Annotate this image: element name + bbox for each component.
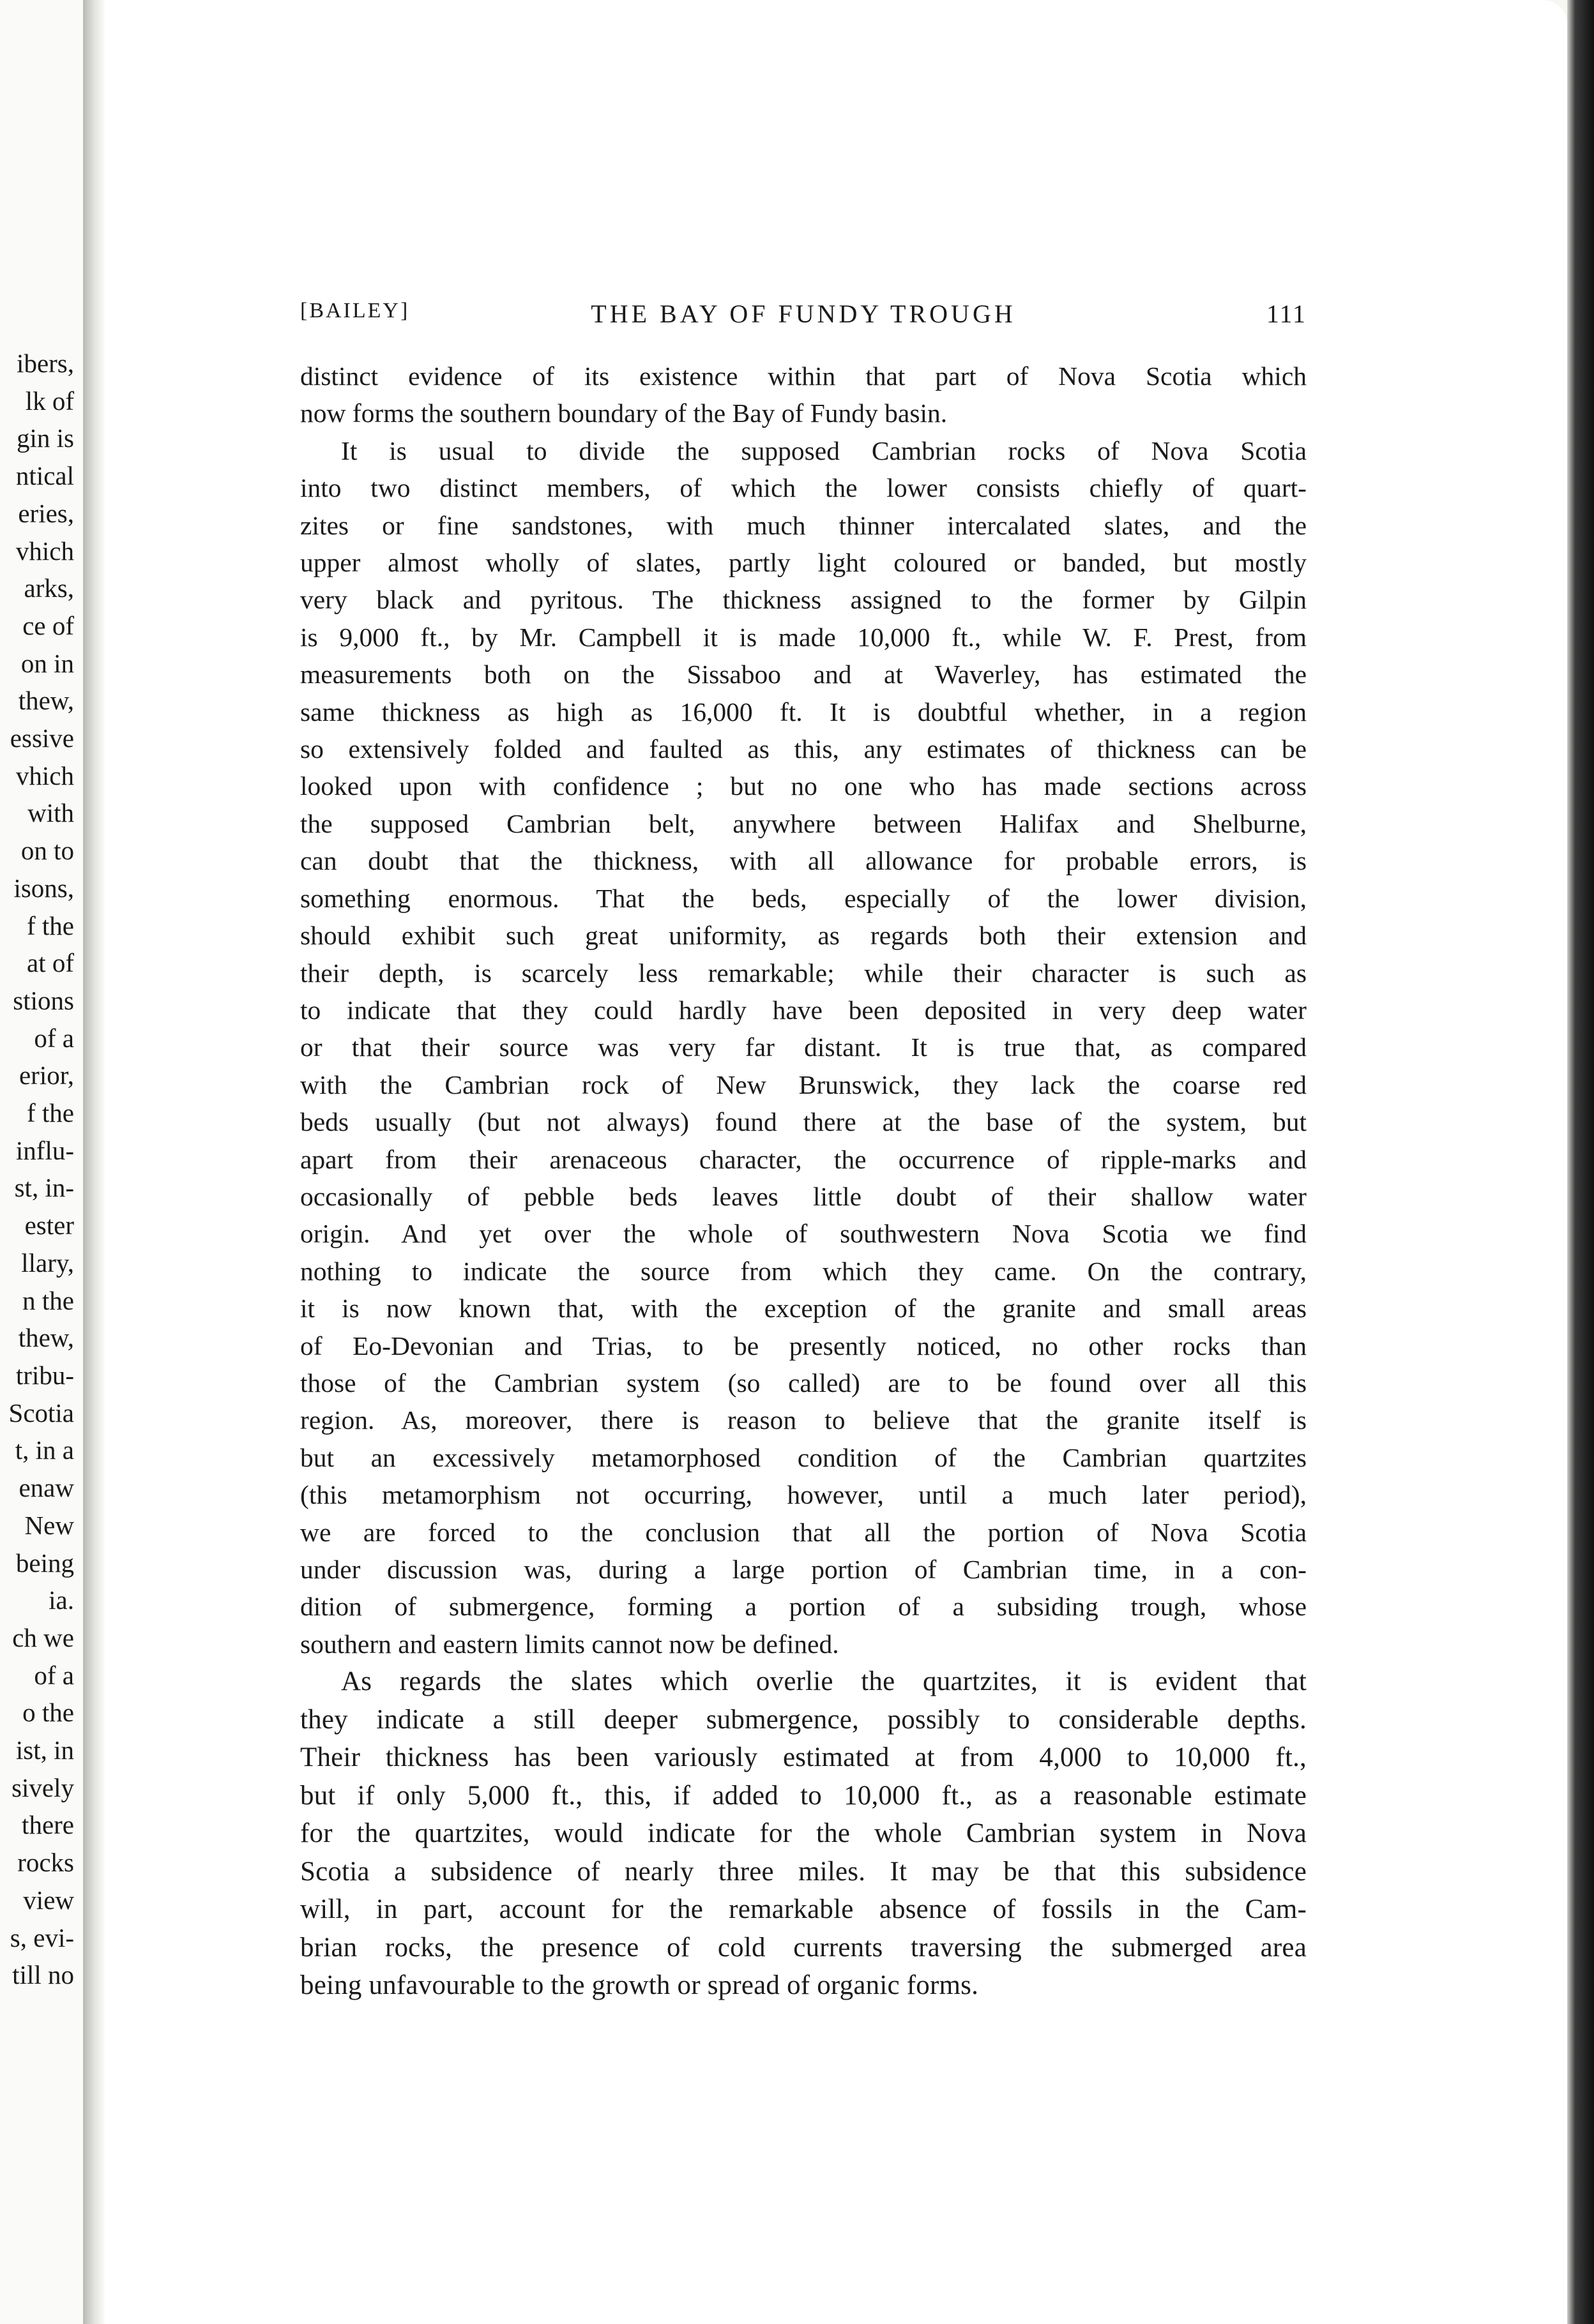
facing-page-line: erior, <box>19 1060 74 1090</box>
facing-page-line: thew, <box>18 686 74 716</box>
text-line: occasionally of pebble beds leaves little doubt of their shallow water <box>300 1181 1307 1211</box>
facing-page-line: ist, in <box>15 1735 74 1765</box>
text-line: the supposed Cambrian belt, anywhere between Halifax and Shelburne, <box>300 808 1307 838</box>
text-line: southern and eastern limits cannot now be defined. <box>300 1629 839 1659</box>
body-text <box>300 358 1307 2005</box>
text-line: so extensively folded and faulted as this, any estimates of thickness can be <box>300 734 1307 764</box>
facing-page-line: n the <box>22 1285 74 1315</box>
facing-page-line: ce of <box>22 610 74 640</box>
text-line: origin. And yet over the whole of southwestern Nova Scotia we find <box>300 1219 1307 1249</box>
text-line: apart from their arenaceous character, the occurrence of ripple-marks and <box>300 1144 1307 1174</box>
text-line: distinct evidence of its existence within that part of Nova Scotia which <box>300 361 1307 391</box>
page-edge-shadow <box>1567 0 1594 2324</box>
text-line: it is now known that, with the exception of the granite and small areas <box>300 1294 1307 1324</box>
text-line: will, in part, account for the remarkable absence of fossils in the Cam- <box>300 1894 1307 1925</box>
text-line: region. As, moreover, there is reason to believe that the granite itself is <box>300 1405 1307 1435</box>
text-line: zites or fine sandstones, with much thinner intercalated slates, and the <box>300 510 1307 540</box>
facing-page-line: gin is <box>17 423 74 453</box>
text-line: something enormous. That the beds, especially of the lower division, <box>300 883 1307 913</box>
facing-page-line: ntical <box>15 461 74 491</box>
text-line: under discussion was, during a large portion of Cambrian time, in a con- <box>300 1555 1307 1584</box>
text-line: but an excessively metamorphosed condition of the Cambrian quartzites <box>300 1442 1307 1472</box>
facing-page-line: of a <box>34 1660 74 1690</box>
text-line: we are forced to the conclusion that all the portion of Nova Scotia <box>300 1517 1307 1547</box>
facing-page-line: at of <box>27 948 74 978</box>
facing-page-line: ia. <box>49 1585 74 1615</box>
text-line: can doubt that the thickness, with all allowance for probable errors, is <box>300 846 1307 876</box>
text-line: very black and pyritous. The thickness assigned to the former by Gilpin <box>300 585 1307 615</box>
facing-page-line: Scotia <box>8 1398 74 1428</box>
facing-page-line: thew, <box>18 1323 74 1353</box>
text-line: or that their source was very far distant. It is true that, as compared <box>300 1032 1307 1062</box>
text-line: As regards the slates which overlie the quartzites, it is evident that <box>341 1666 1307 1697</box>
text-line: into two distinct members, of which the lower consists chiefly of quart- <box>300 473 1307 503</box>
facing-page-line: there <box>22 1810 74 1840</box>
text-line: measurements both on the Sissaboo and at Waverley, has estimated the <box>300 660 1307 690</box>
text-line: being unfavourable to the growth or spread of organic forms. <box>300 1970 979 2001</box>
facing-page-line: being <box>15 1548 74 1578</box>
facing-page-line: arks, <box>24 573 74 603</box>
facing-page-line: view <box>23 1885 74 1915</box>
facing-page-line: rocks <box>17 1848 74 1878</box>
facing-page-text-fragments <box>9 345 74 1994</box>
text-line: upper almost wholly of slates, partly light coloured or banded, but mostly <box>300 548 1307 578</box>
text-line: should exhibit such great uniformity, as regards both their extension and <box>300 921 1307 951</box>
running-head <box>300 299 1307 337</box>
text-line: (this metamorphism not occurring, however, until a much later period), <box>300 1480 1307 1510</box>
text-line: brian rocks, the presence of cold currents traversing the submerged area <box>300 1932 1307 1963</box>
facing-page-line: ibers, <box>17 349 74 378</box>
text-line: same thickness as high as 16,000 ft. It is doubtful whether, in a region <box>300 697 1307 727</box>
text-line: they indicate a still deeper submergence, possibly to considerable depths. <box>300 1704 1307 1735</box>
facing-page-line: tribu- <box>15 1360 74 1390</box>
text-line: for the quartzites, would indicate for the whole Cambrian system in Nova <box>300 1818 1307 1849</box>
facing-page-line: influ- <box>15 1135 74 1165</box>
facing-page-line: enaw <box>19 1473 74 1503</box>
facing-page-line: f the <box>27 1098 74 1128</box>
facing-page-line: with <box>27 798 74 828</box>
facing-page-line: sively <box>11 1772 74 1802</box>
facing-page-line: f the <box>27 910 74 940</box>
facing-page-line: o the <box>22 1698 74 1728</box>
text-line: to indicate that they could hardly have been deposited in very deep water <box>300 995 1307 1025</box>
facing-page-line: vhich <box>15 760 74 790</box>
facing-page-line: isons, <box>13 873 74 903</box>
text-line: of Eo-Devonian and Trias, to be presently noticed, no other rocks than <box>300 1331 1307 1361</box>
facing-page-line: lk of <box>25 386 74 416</box>
facing-page-line: eries, <box>18 498 74 528</box>
facing-page-line: st, in- <box>14 1173 74 1203</box>
facing-page-line: ester <box>24 1211 74 1241</box>
text-line: but if only 5,000 ft., this, if added to 10,000 ft., as a reasonable estimate <box>300 1780 1307 1811</box>
paragraph-1 <box>300 358 1307 432</box>
facing-page-line: llary, <box>21 1248 74 1278</box>
text-line: with the Cambrian rock of New Brunswick, they lack the coarse red <box>300 1069 1307 1099</box>
facing-page-line: on to <box>20 836 74 866</box>
facing-page-line: of a <box>34 1023 74 1053</box>
text-line: their depth, is scarcely less remarkable; while their character is such as <box>300 958 1307 988</box>
page-number: 111 <box>1266 299 1307 328</box>
facing-page-line: stions <box>13 985 74 1015</box>
text-line: dition of submergence, forming a portion of a subsiding trough, whose <box>300 1592 1307 1622</box>
text-line: looked upon with confidence ; but no one who has made sections across <box>300 771 1307 801</box>
facing-page-edge <box>0 0 83 2324</box>
facing-page-line: New <box>24 1510 74 1540</box>
running-head-title: THE BAY OF FUNDY TROUGH <box>591 299 1016 328</box>
text-line: beds usually (but not always) found there at the base of the system, but <box>300 1107 1307 1137</box>
text-line: Scotia a subsidence of nearly three miles. It may be that this subsidence <box>300 1856 1307 1887</box>
facing-page-line: till no <box>12 1960 74 1990</box>
paragraph-3 <box>300 1663 1307 2005</box>
facing-page-line: t, in a <box>15 1435 74 1465</box>
text-line: is 9,000 ft., by Mr. Campbell it is made 10,000 ft., while W. F. Prest, from <box>300 622 1307 652</box>
running-head-author: [BAILEY] <box>300 299 410 322</box>
facing-page-line: vhich <box>15 536 74 566</box>
facing-page-line: essive <box>10 723 74 753</box>
facing-page-line: ch we <box>12 1622 74 1652</box>
text-line: those of the Cambrian system (so called) are to be found over all this <box>300 1368 1307 1398</box>
book-gutter <box>83 0 105 2324</box>
paragraph-2 <box>300 432 1307 1663</box>
text-line: It is usual to divide the supposed Cambrian rocks of Nova Scotia <box>341 435 1307 465</box>
text-line: Their thickness has been variously estimated at from 4,000 to 10,000 ft., <box>300 1742 1307 1773</box>
text-line: now forms the southern boundary of the Bay of Fundy basin. <box>300 398 948 428</box>
text-line: nothing to indicate the source from which they came. On the contrary, <box>300 1256 1307 1286</box>
facing-page-line: on in <box>20 648 74 678</box>
facing-page-line: s, evi- <box>10 1922 74 1952</box>
